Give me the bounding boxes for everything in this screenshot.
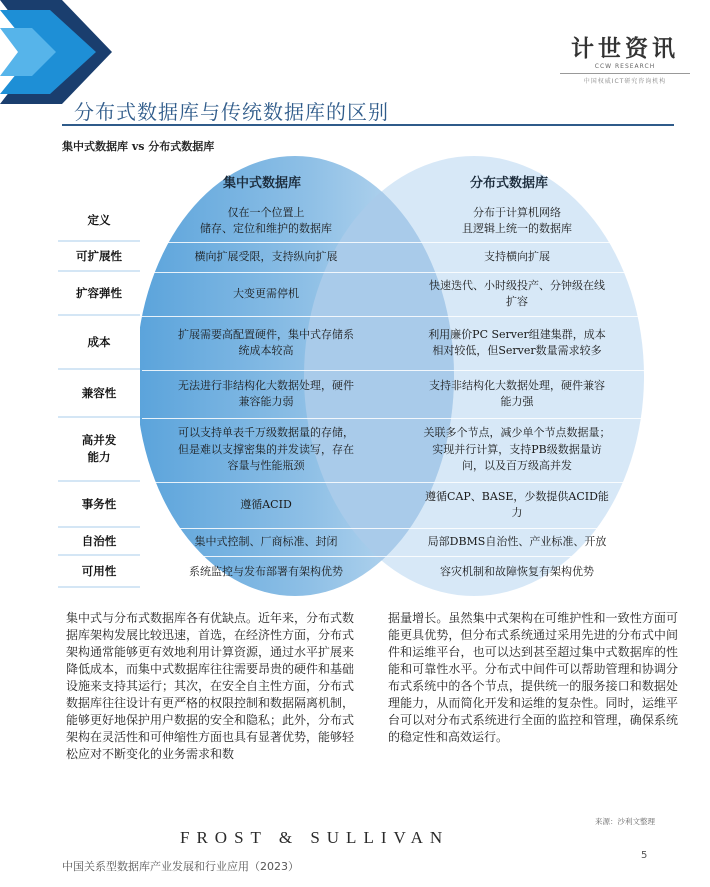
page-number: 5	[641, 850, 648, 861]
distributed-cell: 支持横向扩展	[484, 249, 550, 263]
row-label: 高并发 能力	[58, 418, 140, 482]
centralized-cell: 遵循ACID	[240, 497, 292, 511]
distributed-cell: 快速迭代、小时级投产、分钟级在线 扩容	[429, 278, 605, 308]
venn-comparison-diagram	[58, 156, 678, 596]
logo-divider	[560, 73, 690, 74]
centralized-cell: 仅在一个位置上 储存、定位和维护的数据库	[200, 205, 332, 235]
row-label: 兼容性	[58, 370, 140, 418]
distributed-cell: 分布于计算机网络 且逻辑上统一的数据库	[462, 205, 572, 235]
frost-sullivan-brand: FROST & SULLIVAN	[180, 828, 450, 847]
distributed-cell: 局部DBMS自治性、产业标准、开放	[427, 534, 607, 548]
row-label: 可扩展性	[58, 242, 140, 272]
source-note: 来源：沙利文整理	[595, 817, 655, 826]
distributed-cell: 容灾机制和故障恢复有架构优势	[440, 564, 594, 578]
body-text-right-column: 据量增长。虽然集中式架构在可维护性和一致性方面可能更具优势，但分布式系统通过采用先进的分布式中间件和运维平台，也可以达到甚至超过集中式数据库的性能和可靠性水平。分布式中间件可以帮助管理和协调分布式系统中的各个节点，提供统一的服务接口和数据处理能力，从而简化开发和运维的复杂性。同时，运维平台可以对分布式系统进行全面的监控和管理，确保系统的稳定性和高效运行。	[388, 611, 678, 745]
logo-chinese-name: 计世资讯	[571, 35, 679, 62]
logo-tagline: 中国权威ICT研究咨询机构	[583, 78, 667, 85]
centralized-cell: 扩展需要高配置硬件，集中式存储系 统成本较高	[178, 327, 354, 357]
title-underline	[62, 124, 674, 126]
ccw-research-logo	[555, 30, 695, 85]
centralized-cell: 横向扩展受限，支持纵向扩展	[194, 249, 338, 263]
logo-english-name: CCW RESEARCH	[594, 63, 656, 70]
row-label: 自治性	[58, 528, 140, 556]
comparison-subtitle: 集中式数据库 vs 分布式数据库	[62, 140, 215, 153]
distributed-db-header: 分布式数据库	[470, 176, 549, 191]
centralized-cell: 集中式控制、厂商标准、封闭	[194, 534, 338, 548]
centralized-cell: 大变更需停机	[233, 286, 299, 300]
distributed-cell: 支持非结构化大数据处理，硬件兼容 能力强	[429, 378, 605, 408]
row-label: 定义	[58, 200, 140, 242]
centralized-cell: 系统监控与发布部署有架构优势	[189, 564, 343, 578]
centralized-cell: 可以支持单表千万级数据量的存储， 但是难以支撑密集的并发读写，存在 容量与性能瓶颈	[178, 426, 354, 473]
report-title-footer: 中国关系型数据库产业发展和行业应用（2023）	[62, 860, 299, 873]
distributed-cell: 利用廉价PC Server组建集群，成本 相对较低，但Server数量需求较多	[428, 327, 606, 357]
row-label: 扩容弹性	[58, 272, 140, 316]
centralized-cell: 无法进行非结构化大数据处理，硬件 兼容能力弱	[178, 378, 354, 408]
distributed-cell: 关联多个节点，减少单个节点数据量； 实现并行计算，支持PB级数据量访 问，以及百万级高并发	[423, 426, 611, 473]
row-label: 事务性	[58, 482, 140, 528]
distributed-cell: 遵循CAP、BASE，少数提供ACID能 力	[425, 489, 609, 519]
row-label: 成本	[58, 316, 140, 370]
row-label: 可用性	[58, 556, 140, 588]
body-text-left-column: 集中式与分布式数据库各有优缺点。近年来，分布式数据库架构发展比较迅速，首选，在经济性方面，分布式架构通常能够更有效地利用计算资源，通过水平扩展来降低成本，而集中式数据库往往需要昂贵的硬件和基础设施来支持其运行；其次，在安全自主性方面，分布式数据库往往设计有更严格的权限控制和数据隔离机制，能够更好地保护用户数据的安全和隐私；此外，分布式架构在灵活性和可伸缩性方面也具有显著优势，能够轻松应对不断变化的业务需求和数	[66, 611, 355, 762]
page-title: 分布式数据库与传统数据库的区别	[74, 100, 389, 124]
centralized-db-header: 集中式数据库	[223, 176, 302, 191]
